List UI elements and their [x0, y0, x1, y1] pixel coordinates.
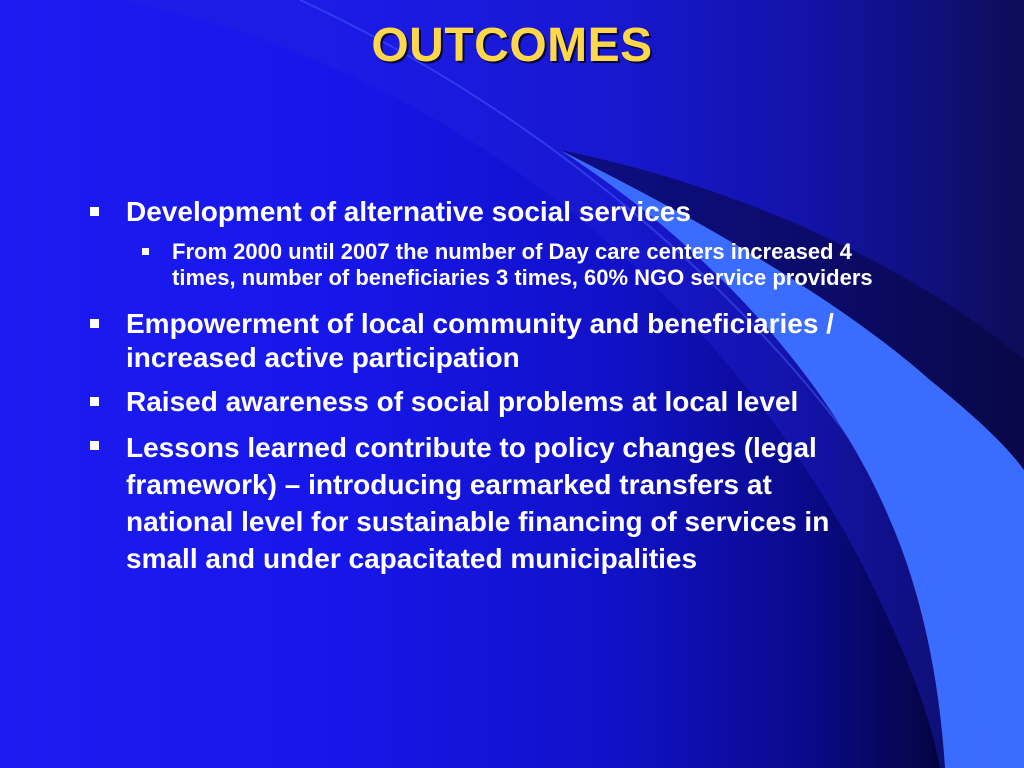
sub-bullet-item [126, 239, 886, 291]
square-bullet-icon [142, 248, 149, 255]
square-bullet-icon [90, 207, 99, 216]
square-bullet-icon [90, 319, 99, 328]
sub-bullet-text: From 2000 until 2007 the number of Day care centers increased 4 times, number of beneficiaries 3 times, 60% NGO service providers [172, 239, 873, 290]
square-bullet-icon [90, 441, 99, 450]
bullet-item [86, 307, 886, 375]
bullet-text: Raised awareness of social problems at local level [126, 386, 799, 417]
bullet-text: Lessons learned contribute to policy changes (legal framework) – introducing earmarked transfers at national level for sustainable financing of services in small and under capacitated municipalities [126, 432, 830, 574]
bullet-item [86, 385, 886, 419]
bullet-item [86, 429, 886, 577]
square-bullet-icon [90, 397, 99, 406]
slide-title: OUTCOMES [371, 19, 653, 72]
bullet-item [86, 195, 886, 229]
bullet-text: Empowerment of local community and beneficiaries / increased active participation [126, 308, 834, 373]
slide-content [86, 195, 886, 587]
bullet-text: Development of alternative social services [126, 196, 691, 227]
